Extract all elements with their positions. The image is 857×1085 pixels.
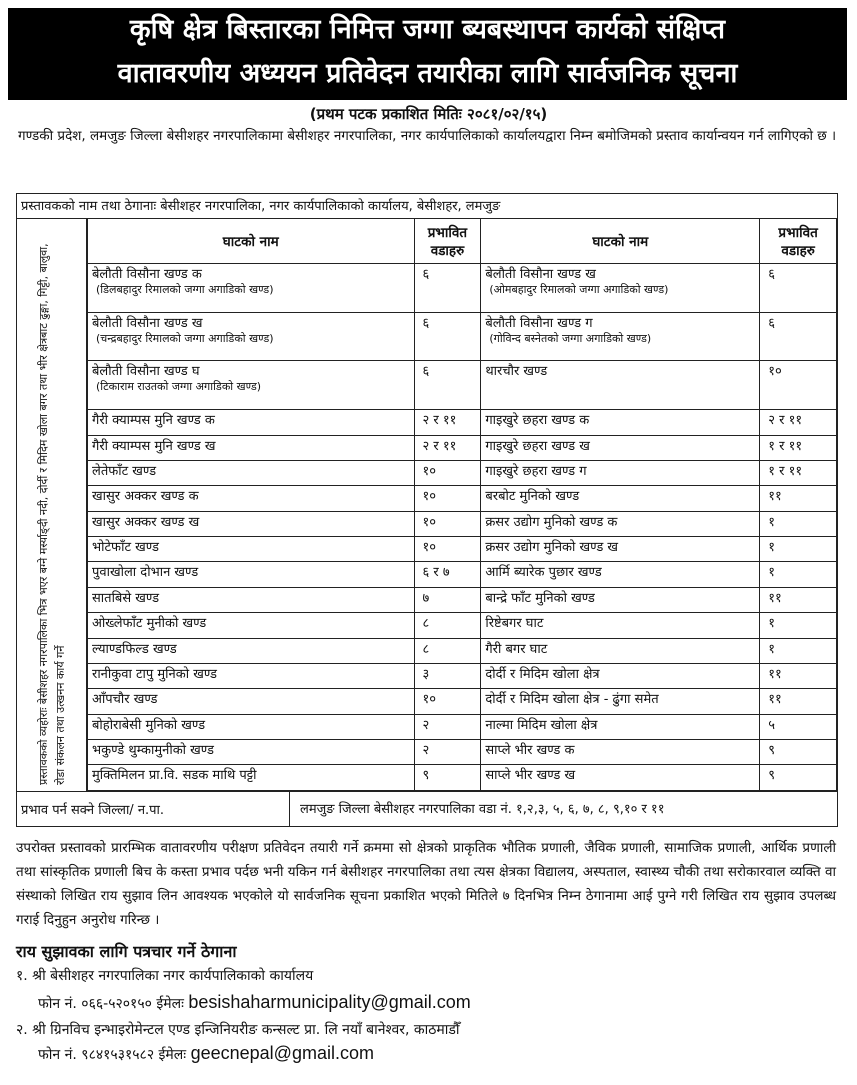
ghat-right-cell	[481, 587, 760, 612]
ghat-right-name: दोर्दी र मिदिम खोला क्षेत्र - ढुंगा समेत	[485, 692, 659, 708]
ghat-right-name: बान्द्रे फाँट मुनिको खण्ड	[485, 590, 595, 606]
ghat-right-cell	[481, 765, 760, 791]
ghat-left-name: बेलौती विसौना खण्ड ख	[92, 315, 203, 331]
ghat-right-name: दोर्दी र मिदिम खोला क्षेत्र	[485, 666, 600, 682]
ghat-left-cell	[88, 486, 415, 511]
ghat-right-name: रिष्टेबगर घाट	[485, 616, 544, 632]
ward-right: १	[760, 511, 837, 536]
ghat-right-cell	[481, 689, 760, 714]
table-row	[88, 264, 837, 313]
ghat-left-owner-note: (चन्द्रबहादुर रिमालको जग्गा अगाडिको खण्ड)	[96, 331, 274, 345]
ghat-left-name: सातबिसे खण्ड	[92, 590, 160, 606]
ghat-right-name: गाइखुरे छहरा खण्ड ख	[485, 438, 590, 454]
ghat-right-cell	[481, 264, 760, 313]
ghat-table-body	[88, 264, 837, 791]
table-row	[88, 714, 837, 739]
table-row	[88, 562, 837, 587]
ghat-right-name: आर्मि ब्यारेक पुछार खण्ड	[485, 565, 602, 581]
affected-label: प्रभाव पर्न सक्ने जिल्ला/ न.पा.	[21, 803, 165, 818]
ghat-right-name: नाल्मा मिदिम खोला क्षेत्र	[485, 717, 598, 733]
ward-right: ११	[760, 663, 837, 688]
ward-right: १०	[760, 361, 837, 410]
ward-right: ९	[760, 765, 837, 791]
ghat-right-name: साप्ले भीर खण्ड क	[485, 743, 575, 759]
table-row	[88, 638, 837, 663]
ghat-left-name: आँपचौर खण्ड	[92, 692, 158, 708]
ward-left: १०	[414, 537, 481, 562]
ghat-left-name: बेलौती विसौना खण्ड घ	[92, 364, 200, 380]
ghat-left-cell	[88, 511, 415, 536]
col-header-ward-2: प्रभावित वडाहरु	[760, 219, 837, 264]
ward-left: १०	[414, 486, 481, 511]
table-row	[88, 740, 837, 765]
ward-right: १	[760, 537, 837, 562]
ward-left: ९	[414, 765, 481, 791]
ghat-left-name: पुवाखोला दोभान खण्ड	[92, 565, 199, 581]
ward-right: ५	[760, 714, 837, 739]
ghat-left-name: ल्याण्डफिल्ड खण्ड	[92, 641, 177, 657]
ward-left: ६ र ७	[414, 562, 481, 587]
ward-left: ८	[414, 638, 481, 663]
ghat-right-cell	[481, 361, 760, 410]
ghat-right-name: गाइखुरे छहरा खण्ड ग	[485, 463, 587, 479]
contact-1	[38, 992, 471, 1013]
ghat-left-cell	[88, 714, 415, 739]
affected-area-row	[17, 791, 837, 827]
ghat-left-cell	[88, 740, 415, 765]
ghat-left-cell	[88, 765, 415, 791]
table-row	[88, 511, 837, 536]
ghat-right-name: बेलौती विसौना खण्ड ग	[485, 315, 593, 331]
ward-right: ९	[760, 740, 837, 765]
ghat-right-cell	[481, 312, 760, 361]
table-row	[88, 460, 837, 485]
ghat-left-name: गैरी क्याम्पस मुनि खण्ड क	[92, 413, 215, 429]
ghat-left-cell	[88, 312, 415, 361]
ghat-right-cell	[481, 714, 760, 739]
ghat-left-cell	[88, 410, 415, 435]
table-row	[88, 537, 837, 562]
ward-right: १	[760, 613, 837, 638]
ghat-right-name: गैरी बगर घाट	[485, 641, 548, 657]
ward-right: १	[760, 638, 837, 663]
contact-2-email[interactable]: geecnepal@gmail.com	[190, 1043, 374, 1063]
ward-left: ६	[414, 264, 481, 313]
ward-right: ११	[760, 486, 837, 511]
ward-right: ६	[760, 264, 837, 313]
body-paragraph: उपरोक्त प्रस्तावको प्रारम्भिक वातावरणीय परीक्षण प्रतिवेदन तयारी गर्ने क्रममा सो क्षेत्रको प्राकृतिक भौतिक प्रणाली, जैविक प्रणाली, सामाजिक प्रणाली, आर्थिक प्रणाली तथा सांस्कृतिक प्रणाली बिच के कस्ता प्रभाव पर्दछ भनी यकिन गर्न बेसीशहर नगरपालिका तथा त्यस क्षेत्रका विद्यालय, अस्पताल, स्वास्थ्य चौकी तथा सरोकारवाल व्यक्ति वा संस्थाको लिखित राय सुझाव लिन आवश्यक भएकोले यो सार्वजनिक सूचना प्रकाशित भएको मितिले ७ दिनभित्र निम्न ठेगानामा आई पुग्ने गरी लिखित राय सुझाव उपलब्ध गराई दिनुहुन अनुरोध गरिन्छ ।	[16, 840, 837, 928]
address-1: १. श्री बेसीशहर नगरपालिका नगर कार्यपालिकाको कार्यालय	[16, 968, 314, 984]
ghat-table	[87, 218, 837, 791]
ghat-left-cell	[88, 638, 415, 663]
table-row	[88, 689, 837, 714]
ghat-right-owner-note: (ओमबहादुर रिमालको जग्गा अगाडिको खण्ड)	[489, 283, 669, 296]
ghat-right-cell	[481, 410, 760, 435]
proposal-description	[17, 218, 87, 791]
ward-left: ६	[414, 361, 481, 410]
col-header-name-2: घाटको नाम	[481, 219, 760, 264]
ghat-left-name: बेलौती विसौना खण्ड क	[92, 267, 202, 282]
ghat-left-name: गैरी क्याम्पस मुनि खण्ड ख	[92, 438, 216, 454]
ghat-left-cell	[88, 460, 415, 485]
ghat-left-owner-note: (डिलबहादुर रिमालको जग्गा अगाडिको खण्ड)	[96, 283, 274, 296]
ghat-left-cell	[88, 689, 415, 714]
ghat-right-name: क्रसर उद्योग मुनिको खण्ड क	[485, 514, 618, 530]
ward-left: ३	[414, 663, 481, 688]
ghat-left-name: रानीकुवा टापु मुनिको खण्ड	[92, 666, 218, 682]
ghat-left-name: खासुर अक्कर खण्ड क	[92, 489, 199, 505]
table-row	[88, 361, 837, 410]
ghat-left-cell	[88, 361, 415, 410]
table-row	[88, 765, 837, 791]
ghat-right-cell	[481, 537, 760, 562]
contact-1-email[interactable]: besishaharmunicipality@gmail.com	[188, 992, 471, 1012]
ghat-right-cell	[481, 460, 760, 485]
col-header-ward-1: प्रभावित वडाहरु	[414, 219, 481, 264]
ghat-right-name: थारचौर खण्ड	[485, 364, 548, 380]
ward-right: १ र ११	[760, 435, 837, 460]
table-row	[88, 486, 837, 511]
ward-right: ११	[760, 587, 837, 612]
table-row	[88, 312, 837, 361]
ward-left: ७	[414, 587, 481, 612]
ghat-left-name: भोटेफाँट खण्ड	[92, 540, 159, 556]
ghat-left-name: ओख्लेफाँट मुनीको खण्ड	[92, 616, 207, 632]
proponent-line: प्रस्तावकको नाम तथा ठेगानाः बेसीशहर नगरपालिका, नगर कार्यपालिकाको कार्यालय, बेसीशहर, लमजुङ	[21, 199, 501, 214]
header-line-2: वातावरणीय अध्ययन प्रतिवेदन तयारीका लागि सार्वजनिक सूचना	[117, 58, 738, 89]
ward-left: १०	[414, 460, 481, 485]
proposal-box	[16, 193, 838, 827]
ghat-right-name: बरबोट मुनिको खण्ड	[485, 489, 580, 505]
ghat-right-name: बेलौती विसौना खण्ड ख	[485, 267, 596, 282]
ghat-left-name: लेतेफाँट खण्ड	[92, 463, 157, 479]
ghat-right-cell	[481, 740, 760, 765]
ghat-right-cell	[481, 663, 760, 688]
address-2: २. श्री ग्रिनविच इन्भाइरोमेन्टल एण्ड इन्जिनियरीङ कन्सल्ट प्रा. लि नयाँ बानेश्वर, काठमाडौँ	[16, 1022, 460, 1038]
ward-left: ६	[414, 312, 481, 361]
ghat-right-cell	[481, 486, 760, 511]
ghat-left-cell	[88, 663, 415, 688]
ghat-right-cell	[481, 638, 760, 663]
ghat-left-cell	[88, 537, 415, 562]
contact-2-phone: फोन नं. ९८४१५३१५८२ ईमेलः	[38, 1047, 187, 1063]
ward-left: ८	[414, 613, 481, 638]
ward-left: १०	[414, 689, 481, 714]
notice-header	[8, 8, 847, 100]
table-row	[88, 587, 837, 612]
proposal-description-text: प्रस्तावकको व्यहोराः बेसीशहर नगरपालिका भित्र भएर बग्ने मर्स्याङ्दी नदी, दोर्दी र मिदिम खोला बगर तथा भीर क्षेत्रबाट ढुङ्गा, गिट्टी, बालुवा, रोडा संकलन तथा उत्खनन कार्य गर्ने	[37, 243, 67, 785]
table-row	[88, 663, 837, 688]
contact-2	[38, 1043, 374, 1064]
ward-left: २	[414, 740, 481, 765]
ghat-right-cell	[481, 562, 760, 587]
ghat-left-name: भकुण्डे थुम्कामुनीको खण्ड	[92, 743, 214, 759]
ward-left: १०	[414, 511, 481, 536]
ghat-left-cell	[88, 587, 415, 612]
ward-left: २ र ११	[414, 410, 481, 435]
ward-right: १	[760, 562, 837, 587]
ghat-left-cell	[88, 264, 415, 313]
address-heading: राय सुझावका लागि पत्रचार गर्ने ठेगाना	[16, 942, 237, 961]
ghat-left-owner-note: (टिकाराम राउतको जग्गा अगाडिको खण्ड)	[96, 380, 262, 394]
published-date: (प्रथम पटक प्रकाशित मितिः २०८१/०२/१५)	[309, 105, 548, 123]
ghat-right-cell	[481, 435, 760, 460]
ward-right: १ र ११	[760, 460, 837, 485]
intro-paragraph: गण्डकी प्रदेश, लमजुङ जिल्ला बेसीशहर नगरपालिकामा बेसीशहर नगरपालिका, नगर कार्यपालिकाको कार्यालयद्वारा निम्न बमोजिमको प्रस्ताव कार्यान्वयन गर्न लागिएको छ ।	[18, 128, 837, 144]
ward-right: २ र ११	[760, 410, 837, 435]
ghat-right-owner-note: (गोविन्द बस्नेतको जग्गा अगाडिको खण्ड)	[489, 331, 652, 345]
col-header-name-1: घाटको नाम	[88, 219, 415, 264]
ghat-right-name: गाइखुरे छहरा खण्ड क	[485, 413, 590, 429]
ward-right: ११	[760, 689, 837, 714]
ward-left: २ र ११	[414, 435, 481, 460]
ghat-left-name: बोहोराबेसी मुनिको खण्ड	[92, 717, 206, 733]
affected-value: लमजुङ जिल्ला बेसीशहर नगरपालिका वडा नं. १,२,३, ५, ६, ७, ८, ९,१० र ११	[289, 792, 664, 827]
ward-left: २	[414, 714, 481, 739]
ghat-left-name: मुक्तिमिलन प्रा.वि. सडक माथि पट्टी	[92, 768, 257, 784]
ghat-left-cell	[88, 435, 415, 460]
ghat-left-cell	[88, 613, 415, 638]
contact-1-phone: फोन नं. ०६६-५२०१५० ईमेलः	[38, 996, 184, 1012]
ghat-right-cell	[481, 613, 760, 638]
table-row	[88, 613, 837, 638]
ghat-left-name: खासुर अक्कर खण्ड ख	[92, 514, 200, 530]
ghat-right-name: साप्ले भीर खण्ड ख	[485, 768, 576, 784]
header-line-1: कृषि क्षेत्र बिस्तारका निमित्त जग्गा ब्यबस्थापन कार्यको संक्षिप्त	[129, 14, 726, 45]
table-row	[88, 435, 837, 460]
ghat-right-cell	[481, 511, 760, 536]
ghat-right-name: क्रसर उद्योग मुनिको खण्ड ख	[485, 540, 619, 556]
table-row	[88, 410, 837, 435]
ghat-left-cell	[88, 562, 415, 587]
ward-right: ६	[760, 312, 837, 361]
